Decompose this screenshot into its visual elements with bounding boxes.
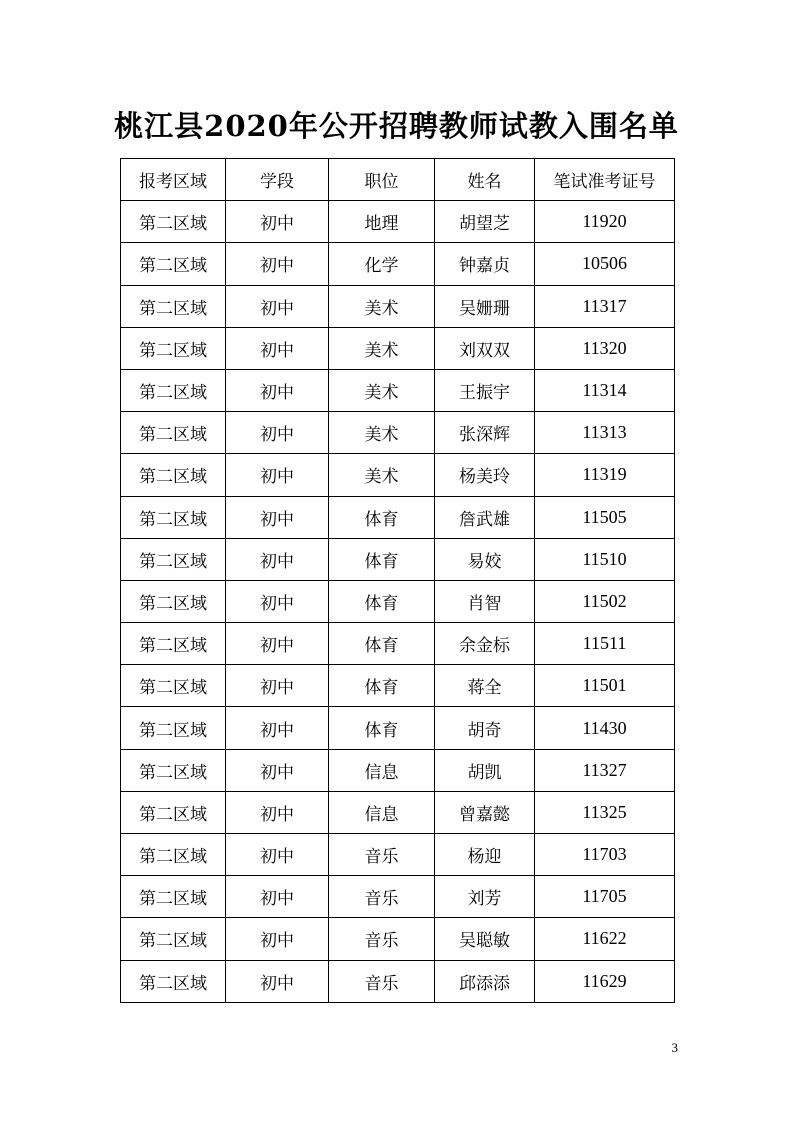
table-row — [121, 201, 675, 243]
table-row — [121, 580, 675, 622]
cell-stage: 初中 — [226, 749, 329, 791]
cell-position: 美术 — [329, 285, 435, 327]
table-row — [121, 960, 675, 1002]
cell-exam-id: 11510 — [535, 538, 675, 580]
cell-exam-id: 11502 — [535, 580, 675, 622]
cell-exam-id: 11430 — [535, 707, 675, 749]
table-row — [121, 369, 675, 411]
cell-name: 吴姗珊 — [435, 285, 535, 327]
cell-stage: 初中 — [226, 369, 329, 411]
cell-exam-id: 10506 — [535, 243, 675, 285]
table-header-row — [121, 159, 675, 201]
cell-stage: 初中 — [226, 665, 329, 707]
cell-name: 刘双双 — [435, 327, 535, 369]
cell-position: 化学 — [329, 243, 435, 285]
cell-exam-id: 11703 — [535, 834, 675, 876]
cell-stage: 初中 — [226, 538, 329, 580]
cell-name: 詹武雄 — [435, 496, 535, 538]
cell-name: 曾嘉懿 — [435, 791, 535, 833]
table-row — [121, 791, 675, 833]
cell-region: 第二区域 — [121, 791, 226, 833]
table-row — [121, 538, 675, 580]
cell-name: 胡凯 — [435, 749, 535, 791]
cell-stage: 初中 — [226, 327, 329, 369]
table-row — [121, 454, 675, 496]
cell-position: 音乐 — [329, 876, 435, 918]
cell-region: 第二区域 — [121, 327, 226, 369]
table-body — [121, 201, 675, 1003]
cell-exam-id: 11319 — [535, 454, 675, 496]
cell-region: 第二区域 — [121, 580, 226, 622]
cell-stage: 初中 — [226, 876, 329, 918]
cell-exam-id: 11325 — [535, 791, 675, 833]
cell-name: 钟嘉贞 — [435, 243, 535, 285]
cell-stage: 初中 — [226, 243, 329, 285]
cell-stage: 初中 — [226, 580, 329, 622]
cell-region: 第二区域 — [121, 918, 226, 960]
cell-exam-id: 11314 — [535, 369, 675, 411]
cell-exam-id: 11505 — [535, 496, 675, 538]
cell-exam-id: 11920 — [535, 201, 675, 243]
table-row — [121, 243, 675, 285]
table-row — [121, 412, 675, 454]
cell-stage: 初中 — [226, 496, 329, 538]
cell-stage: 初中 — [226, 834, 329, 876]
cell-position: 体育 — [329, 623, 435, 665]
cell-region: 第二区域 — [121, 412, 226, 454]
cell-name: 杨迎 — [435, 834, 535, 876]
cell-exam-id: 11320 — [535, 327, 675, 369]
header-stage: 学段 — [226, 159, 329, 201]
cell-position: 体育 — [329, 665, 435, 707]
header-name: 姓名 — [435, 159, 535, 201]
cell-stage: 初中 — [226, 454, 329, 496]
cell-position: 美术 — [329, 327, 435, 369]
cell-stage: 初中 — [226, 960, 329, 1002]
cell-name: 张深辉 — [435, 412, 535, 454]
table-row — [121, 496, 675, 538]
cell-exam-id: 11511 — [535, 623, 675, 665]
cell-name: 胡望芝 — [435, 201, 535, 243]
cell-region: 第二区域 — [121, 285, 226, 327]
cell-stage: 初中 — [226, 918, 329, 960]
cell-region: 第二区域 — [121, 201, 226, 243]
cell-position: 体育 — [329, 707, 435, 749]
document-title: 桃江县2020年公开招聘教师试教入围名单 — [114, 109, 679, 143]
cell-name: 吴聪敏 — [435, 918, 535, 960]
table-row — [121, 834, 675, 876]
cell-position: 音乐 — [329, 918, 435, 960]
table-row — [121, 918, 675, 960]
cell-exam-id: 11317 — [535, 285, 675, 327]
cell-region: 第二区域 — [121, 454, 226, 496]
cell-position: 美术 — [329, 454, 435, 496]
cell-region: 第二区域 — [121, 960, 226, 1002]
cell-name: 胡奇 — [435, 707, 535, 749]
table-row — [121, 327, 675, 369]
cell-name: 肖智 — [435, 580, 535, 622]
cell-stage: 初中 — [226, 623, 329, 665]
table-row — [121, 876, 675, 918]
cell-name: 蒋全 — [435, 665, 535, 707]
cell-exam-id: 11629 — [535, 960, 675, 1002]
cell-position: 美术 — [329, 369, 435, 411]
cell-position: 信息 — [329, 749, 435, 791]
cell-region: 第二区域 — [121, 749, 226, 791]
cell-position: 美术 — [329, 412, 435, 454]
cell-exam-id: 11501 — [535, 665, 675, 707]
cell-exam-id: 11622 — [535, 918, 675, 960]
cell-stage: 初中 — [226, 285, 329, 327]
cell-name: 余金标 — [435, 623, 535, 665]
cell-region: 第二区域 — [121, 876, 226, 918]
cell-stage: 初中 — [226, 791, 329, 833]
cell-region: 第二区域 — [121, 538, 226, 580]
cell-name: 杨美玲 — [435, 454, 535, 496]
table-row — [121, 285, 675, 327]
table-row — [121, 749, 675, 791]
cell-exam-id: 11705 — [535, 876, 675, 918]
cell-region: 第二区域 — [121, 707, 226, 749]
candidate-table — [120, 158, 675, 1003]
cell-name: 易姣 — [435, 538, 535, 580]
table-row — [121, 665, 675, 707]
cell-exam-id: 11327 — [535, 749, 675, 791]
cell-region: 第二区域 — [121, 496, 226, 538]
header-region: 报考区域 — [121, 159, 226, 201]
table-row — [121, 623, 675, 665]
cell-position: 体育 — [329, 496, 435, 538]
cell-stage: 初中 — [226, 412, 329, 454]
cell-name: 邱添添 — [435, 960, 535, 1002]
cell-stage: 初中 — [226, 707, 329, 749]
cell-name: 刘芳 — [435, 876, 535, 918]
table-row — [121, 707, 675, 749]
cell-region: 第二区域 — [121, 834, 226, 876]
cell-region: 第二区域 — [121, 369, 226, 411]
cell-position: 音乐 — [329, 960, 435, 1002]
cell-region: 第二区域 — [121, 665, 226, 707]
cell-position: 信息 — [329, 791, 435, 833]
cell-region: 第二区域 — [121, 623, 226, 665]
cell-position: 音乐 — [329, 834, 435, 876]
header-position: 职位 — [329, 159, 435, 201]
cell-region: 第二区域 — [121, 243, 226, 285]
cell-exam-id: 11313 — [535, 412, 675, 454]
header-exam-id: 笔试准考证号 — [535, 159, 675, 201]
cell-position: 体育 — [329, 538, 435, 580]
page-number: 3 — [671, 1040, 678, 1055]
cell-stage: 初中 — [226, 201, 329, 243]
cell-position: 地理 — [329, 201, 435, 243]
cell-name: 王振宇 — [435, 369, 535, 411]
cell-position: 体育 — [329, 580, 435, 622]
